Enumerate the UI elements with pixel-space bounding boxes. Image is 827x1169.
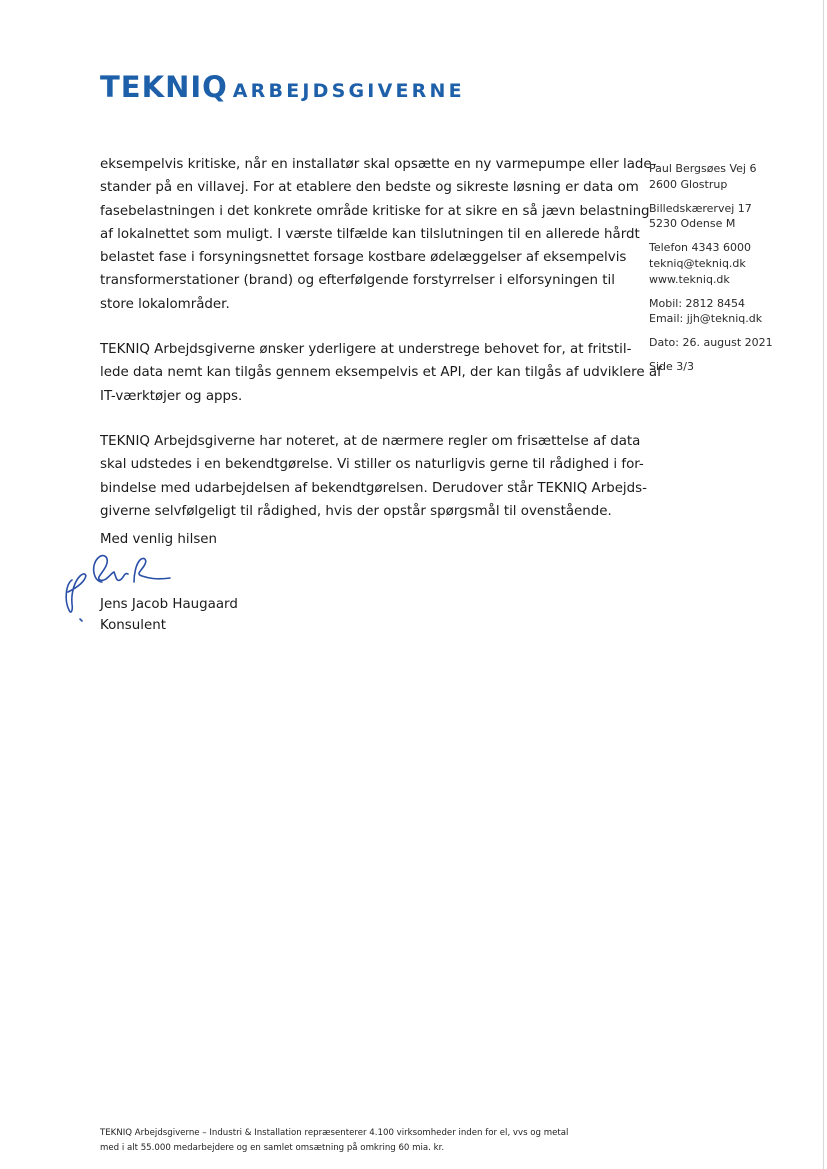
contact-general	[649, 240, 819, 287]
sidebar-line: Paul Bergsøes Vej 6	[649, 162, 757, 175]
letter-date	[649, 335, 819, 351]
page-number	[649, 359, 819, 375]
body-line: skal udstedes i en bekendtgørelse. Vi stiller os naturligvis gerne til rådighed i for-	[100, 457, 644, 473]
footer-line: TEKNIQ Arbejdsgiverne – Industri & Installation repræsenterer 4.100 virksomheder inden for el, vvs og metal	[100, 1128, 569, 1138]
body-line: eksempelvis kritiske, når en installatør skal opsætte en ny varmepumpe eller lade-	[100, 157, 657, 172]
signer-name: Jens Jacob Haugaard	[100, 597, 238, 612]
logo-main-text: TEKNIQ	[100, 70, 228, 104]
body-line: bindelse med udarbejdelsen af bekendtgørelsen. Derudover står TEKNIQ Arbejds-	[100, 480, 647, 496]
sidebar-line: Side 3/3	[649, 359, 694, 373]
body-line: TEKNIQ Arbejdsgiverne har noteret, at de nærmere regler om frisættelse af data	[100, 433, 641, 449]
body-line: store lokalområder.	[100, 296, 230, 312]
body-line: belastet fase i forsyningsnettet forsage kostbare ødelæggelser af eksempelvis	[100, 250, 627, 266]
company-logo	[100, 70, 465, 104]
body-line: giverne selvfølgeligt til rådighed, hvis der opstår spørgsmål til ovenstående.	[100, 503, 612, 519]
body-line: transformerstationer (brand) og efterfølgende forstyrrelser i elforsyningen til	[100, 273, 615, 289]
body-line: lede data nemt kan tilgås gennem eksempelvis et API, der kan tilgås af udviklere af	[100, 365, 662, 381]
sidebar-line: Dato: 26. august 2021	[649, 336, 773, 350]
closing-greeting: Med venlig hilsen	[100, 532, 218, 547]
logo-sub-text: ARBEJDSGIVERNE	[232, 80, 465, 102]
signer-title: Konsulent	[100, 618, 166, 633]
signer-block	[100, 594, 238, 636]
contact-sidebar	[649, 161, 819, 383]
sidebar-line: 2600 Glostrup	[649, 177, 728, 191]
sidebar-line: Telefon 4343 6000	[649, 241, 751, 255]
letter-body	[100, 153, 662, 545]
sidebar-line: Mobil: 2812 8454	[649, 296, 746, 310]
address-odense	[649, 201, 819, 233]
body-line: TEKNIQ Arbejdsgiverne ønsker yderligere at understrege behovet for, at fritstil-	[100, 342, 632, 358]
contact-personal	[649, 296, 819, 328]
page-footer	[100, 1126, 568, 1156]
page-edge	[823, 0, 824, 1169]
body-line: stander på en villavej. For at etablere den bedste og sikreste løsning er data om	[100, 180, 639, 196]
sidebar-line: 5230 Odense M	[649, 217, 736, 231]
body-line: fasebelastningen i det konkrete område kritiske for at sikre en så jævn belastning	[100, 203, 650, 219]
sidebar-line: tekniq@tekniq.dk	[649, 256, 746, 270]
body-paragraph	[100, 153, 657, 316]
body-line: IT-værktøjer og apps.	[100, 388, 243, 404]
sidebar-line: Email: jjh@tekniq.dk	[649, 312, 763, 326]
address-glostrup	[649, 161, 819, 193]
sidebar-line: www.tekniq.dk	[649, 272, 730, 286]
body-paragraph	[100, 430, 647, 523]
body-paragraph	[100, 338, 662, 408]
footer-line: med i alt 55.000 medarbejdere og en samlet omsætning på omkring 60 mia. kr.	[100, 1143, 445, 1153]
sidebar-line: Billedskærervej 17	[649, 201, 752, 215]
body-line: af lokalnettet som muligt. I værste tilfælde kan tilslutningen til en allerede hårdt	[100, 226, 640, 242]
